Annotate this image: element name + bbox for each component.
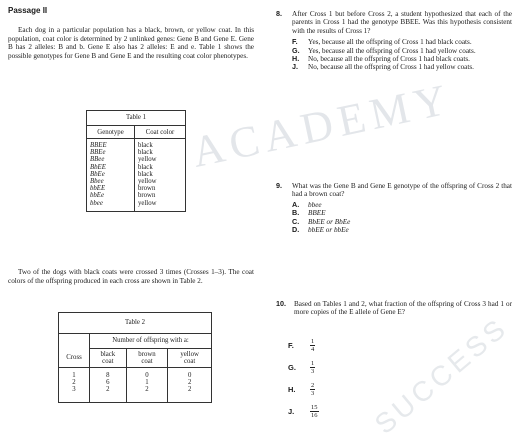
table-1-genotype: bbee	[87, 200, 135, 212]
answer-option[interactable]: C. BbEE or BbEe	[292, 216, 351, 226]
table-2-cell: 6	[90, 379, 127, 386]
table-1	[86, 110, 186, 212]
question-8-stem: After Cross 1 but before Cross 2, a student hypothesized that each of the parents in Cross 1 had the genotype BBEE. Was this hypothesis consistent with the results of Cross 1?	[292, 10, 512, 35]
question-9	[276, 182, 512, 234]
table-1-header-coat-color: Coat color	[135, 126, 186, 139]
table-1-genotype: BbEe	[87, 171, 135, 178]
table-2-cell: 1	[59, 368, 90, 380]
table-1-color: brown	[138, 192, 156, 200]
answer-option[interactable]: G. Yes, because all the offspring of Cross 1 had yellow coats.	[292, 45, 476, 55]
question-8-number: 8.	[276, 9, 282, 18]
table-1-color: black	[138, 149, 153, 157]
table-2-cell: 2	[59, 379, 90, 386]
table-2-caption: Table 2	[59, 313, 212, 334]
table-2-cell: 2	[126, 386, 168, 402]
question-8	[276, 10, 512, 72]
table-1-color: black	[138, 142, 153, 149]
table-2-col-black: black coat	[90, 349, 127, 368]
answer-option[interactable]: G. $\frac{1}{3}$	[288, 360, 315, 375]
table-1-color: yellow	[138, 178, 157, 186]
table-2-col-brown: brown coat	[126, 349, 168, 368]
watermark-2: SUCCESS	[368, 311, 514, 440]
table-2-cell: 1	[126, 379, 168, 386]
table-1-header-genotype: Genotype	[87, 126, 135, 139]
table-1-color: black	[138, 170, 153, 178]
table-1-color: black	[138, 163, 153, 171]
answer-option[interactable]: F. $\frac{1}{4}$	[288, 338, 315, 353]
table-2-cell: 8	[90, 368, 127, 380]
table-2	[58, 312, 212, 403]
table-1-genotype: BBEE	[87, 139, 135, 150]
table-1-caption: Table 1	[87, 111, 186, 126]
table-1-color: yellow	[138, 156, 157, 164]
answer-option[interactable]: J. $\frac{15}{16}$	[288, 404, 318, 419]
question-9-number: 9.	[276, 181, 282, 190]
answer-option[interactable]: A. bbee	[292, 199, 322, 209]
question-10-stem: Based on Tables 1 and 2, what fraction of the offspring of Cross 3 had 1 or more copies of the E allele of Gene E?	[294, 300, 512, 317]
question-10-number: 10.	[276, 299, 286, 308]
answer-option[interactable]: J. No, because all the offspring of Cross 1 had yellow coats.	[292, 62, 474, 72]
table-1-genotype: bbEe	[87, 192, 135, 199]
table-1-genotype: BBEe	[87, 149, 135, 156]
table-2-cell: 0	[126, 368, 168, 380]
table-2-cell: 3	[59, 386, 90, 402]
table-1-color: yellow	[138, 199, 157, 207]
answer-option[interactable]: H. $\frac{2}{3}$	[288, 382, 315, 397]
answer-option[interactable]: B. BBEE	[292, 208, 326, 218]
question-9-stem: What was the Gene B and Gene E genotype of the offspring of Cross 2 that had a brown coat?	[292, 182, 512, 199]
watermark: ACADEMY	[187, 74, 457, 177]
passage-title: Passage II	[8, 6, 48, 15]
passage-paragraph-1: Each dog in a particular population has a black, brown, or yellow coat. In this population, coat color is determined by 2 unlinked genes: Gene B and Gene E. Gene B has 2 alleles: B and b. Gene E also has 2 alleles: E and e. Table 1 shows the possible genotypes for Gene B and Gene E and the resulting coat color phenotypes.	[8, 26, 254, 60]
table-2-cell: 2	[90, 386, 127, 402]
table-2-cell: 2	[187, 379, 192, 387]
answer-option[interactable]: D. bbEE or bbEe	[292, 225, 349, 235]
answer-option[interactable]: H. No, because all the offspring of Cross 1 had black coats.	[292, 54, 470, 64]
table-1-genotype: BbEE	[87, 164, 135, 171]
table-1-genotype: bbEE	[87, 185, 135, 192]
answer-option[interactable]: F. Yes, because all the offspring of Cross 1 had black coats.	[292, 37, 472, 47]
passage-paragraph-2: Two of the dogs with black coats were crossed 3 times (Crosses 1–3). The coat colors of the offspring produced in each cross are shown in Table 2.	[8, 268, 254, 285]
table-2-cell: 0	[187, 372, 192, 379]
table-1-color: brown	[138, 185, 156, 193]
table-2-cross-header: Cross	[59, 349, 90, 368]
table-2-col-yellow: yellow coat	[168, 349, 212, 368]
table-2-group-header: Number of offspring with a:	[90, 334, 212, 349]
table-2-cell: 2	[187, 386, 192, 394]
question-10	[276, 300, 512, 317]
table-1-genotype: Bbee	[87, 178, 135, 185]
table-1-genotype: BBee	[87, 156, 135, 163]
